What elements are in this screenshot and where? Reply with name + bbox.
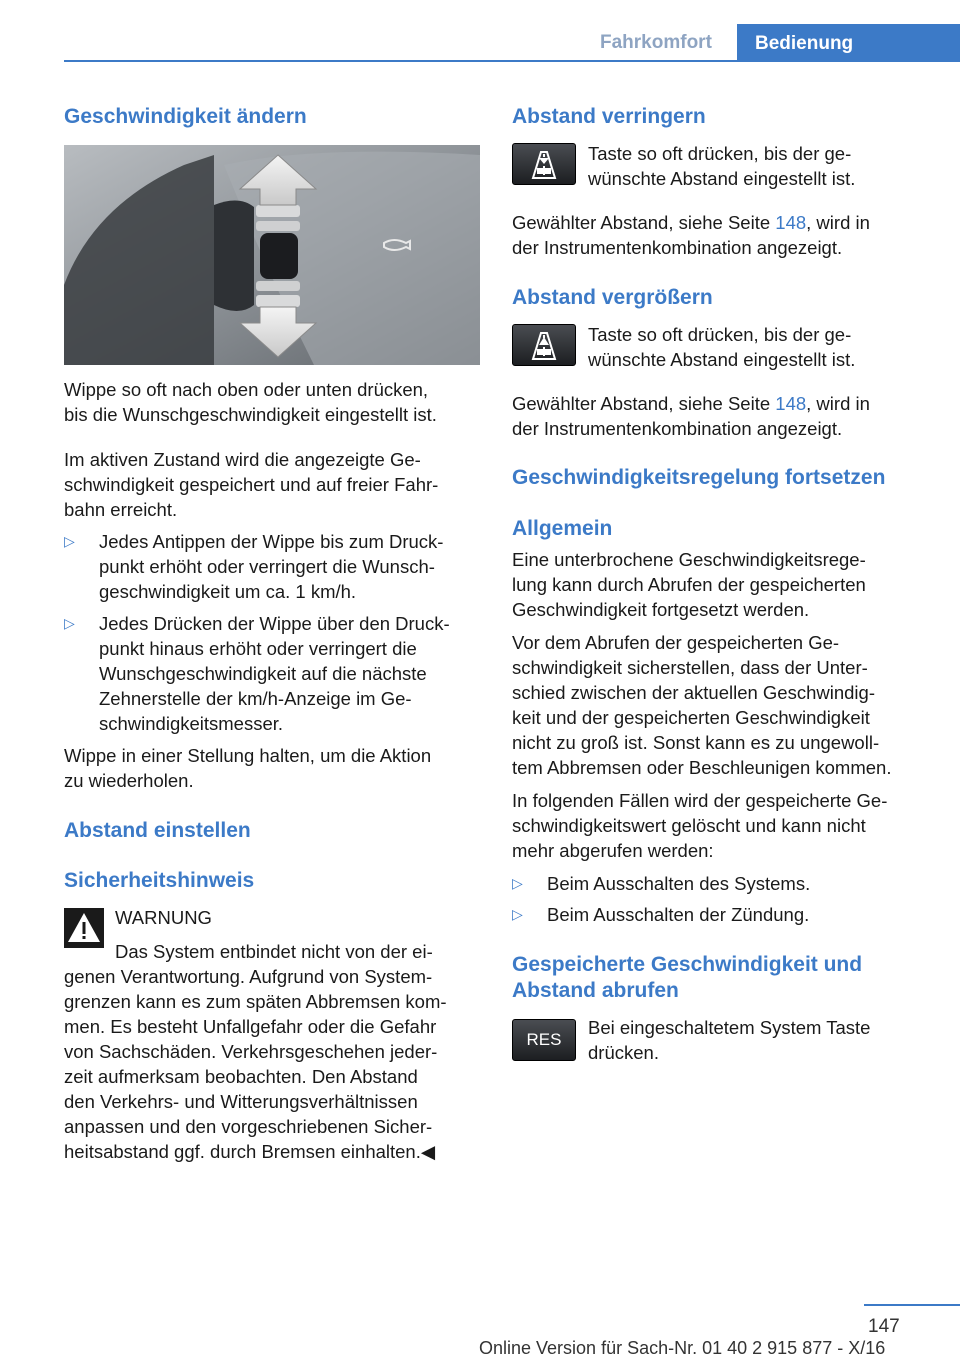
warning-line: den Verkehrs- und Witterungsverhältnissen [64, 1091, 418, 1112]
hold-line-2: zu wiederholen. [64, 770, 194, 791]
general-line: Eine unterbrochene Geschwindigkeitsrege‐ [512, 549, 866, 570]
warning-line: zeit aufmerksam beobachten. Den Abstand [64, 1066, 418, 1087]
bullet-line: Jedes Drücken der Wippe über den Druck‐ [99, 613, 450, 634]
cases-line: mehr abgerufen werden: [512, 840, 714, 861]
steering-wheel-rocker-image [64, 145, 480, 365]
increase-selected-line-1: Gewählter Abstand, siehe Seite 148, wird in [512, 393, 870, 414]
bullet-line: Beim Ausschalten der Zündung. [547, 904, 810, 925]
active-line-3: bahn erreicht. [64, 499, 178, 520]
res-button-icon [512, 1019, 576, 1061]
list-item [512, 902, 932, 927]
list-item [64, 529, 480, 604]
header-active-tab: Bedienung [737, 24, 960, 62]
heading-general: Allgemein [512, 517, 613, 540]
active-line-1: Im aktiven Zustand wird die angezeigte Ge‐ [64, 449, 421, 470]
heading-set-distance: Abstand einstellen [64, 819, 251, 842]
general-line: Geschwindigkeit fortgesetzt werden. [512, 599, 810, 620]
general-line: lung kann durch Abrufen der gespeicherten [512, 574, 866, 595]
warning-line: genen Verantwortung. Aufgrund von System‐ [64, 966, 433, 987]
warning-line: Das System entbindet nicht von der ei‐ [115, 941, 433, 962]
cases-line: In folgenden Fällen wird der gespeicherte Ge‐ [512, 790, 888, 811]
warning-line: grenzen kann es zum späten Abbremsen kom‐ [64, 991, 447, 1012]
warning-line: von Sachschäden. Verkehrsgeschehen jeder‐ [64, 1041, 438, 1062]
cases-line: schwindigkeitswert gelöscht und kann nicht [512, 815, 866, 836]
bullet-line: punkt hinaus erhöht oder verringert die [99, 638, 417, 659]
decrease-line-1: Taste so oft drücken, bis der ge‐ [588, 143, 852, 164]
warning-label: WARNUNG [115, 907, 212, 928]
recall-line-1: Bei eingeschaltetem System Taste [588, 1017, 871, 1038]
before-line: Vor dem Abrufen der gespeicherten Ge‐ [512, 632, 840, 653]
res-label: RES [526, 1030, 562, 1049]
increase-selected-line-2: der Instrumentenkombination angezeigt. [512, 418, 843, 439]
hold-line-1: Wippe in einer Stellung halten, um die Aktion [64, 745, 432, 766]
heading-recall-line-1: Gespeicherte Geschwindigkeit und [512, 953, 863, 976]
before-line: keit und der gespeicherten Geschwindigkeit [512, 707, 870, 728]
distance-decrease-button-icon [512, 143, 576, 185]
header-rule [64, 60, 960, 62]
heading-safety-note: Sicherheitshinweis [64, 869, 255, 892]
page-reference-link[interactable]: 148 [775, 393, 807, 414]
heading-decrease-distance: Abstand verringern [512, 105, 706, 128]
bullet-triangle-icon: ▷ [512, 906, 523, 922]
bullet-line: schwindigkeitsmesser. [99, 713, 284, 734]
steering-wheel-illustration [64, 145, 480, 365]
warning-line: men. Es besteht Unfallgefahr oder die Gefahr [64, 1016, 437, 1037]
warning-line: anpassen und den vorgeschriebenen Sicher‐ [64, 1116, 433, 1137]
increase-line-1: Taste so oft drücken, bis der ge‐ [588, 324, 852, 345]
warning-triangle-icon [64, 908, 104, 948]
recall-line-2: drücken. [588, 1042, 659, 1063]
bullet-line: Wunschgeschwindigkeit auf die nächste [99, 663, 427, 684]
bullet-triangle-icon: ▷ [64, 533, 75, 549]
list-item [512, 871, 932, 896]
bullet-line: Jedes Antippen der Wippe bis zum Druck‐ [99, 531, 444, 552]
warning-line: heitsabstand ggf. durch Bremsen einhalten.◀ [64, 1141, 436, 1162]
decrease-selected-line-2: der Instrumentenkombination angezeigt. [512, 237, 843, 258]
distance-increase-button-icon [512, 324, 576, 366]
bullet-line: Zehnerstelle der km/h-Anzeige im Ge‐ [99, 688, 412, 709]
before-line: schwindigkeit sicherstellen, dass der Unter‐ [512, 657, 868, 678]
page-reference-link[interactable]: 148 [775, 212, 807, 233]
increase-line-2: wünschte Abstand eingestellt ist. [588, 349, 856, 370]
before-line: schied zwischen der aktuellen Geschwindig‐ [512, 682, 875, 703]
heading-change-speed: Geschwindigkeit ändern [64, 105, 307, 128]
list-item [64, 611, 480, 736]
bullet-line: geschwindigkeit um ca. 1 km/h. [99, 581, 357, 602]
bullet-line: punkt erhöht oder verringert die Wunsch‐ [99, 556, 435, 577]
bullet-triangle-icon: ▷ [64, 615, 75, 631]
heading-recall-line-2: Abstand abrufen [512, 979, 679, 1002]
heading-resume-cruise: Geschwindigkeitsregelung fortsetzen [512, 466, 886, 489]
decrease-line-2: wünschte Abstand eingestellt ist. [588, 168, 856, 189]
decrease-selected-line-1: Gewählter Abstand, siehe Seite 148, wird in [512, 212, 870, 233]
before-line: nicht zu groß ist. Sonst kann es zu ungewoll‐ [512, 732, 880, 753]
caption-line-1: Wippe so oft nach oben oder unten drücken, [64, 379, 429, 400]
bullet-triangle-icon: ▷ [512, 875, 523, 891]
bullet-line: Beim Ausschalten des Systems. [547, 873, 811, 894]
footer-rule [864, 1304, 960, 1306]
online-version-note: Online Version für Sach-Nr. 01 40 2 915 877 - X/16 [479, 1338, 886, 1358]
caption-line-2: bis die Wunschgeschwindigkeit eingestellt ist. [64, 404, 437, 425]
header-section-tab: Fahrkomfort [600, 32, 712, 53]
before-line: tem Abbremsen oder Beschleunigen kommen. [512, 757, 892, 778]
active-line-2: schwindigkeit gespeichert und auf freier Fahr‐ [64, 474, 439, 495]
heading-increase-distance: Abstand vergrößern [512, 286, 713, 309]
page-number: 147 [868, 1316, 900, 1337]
